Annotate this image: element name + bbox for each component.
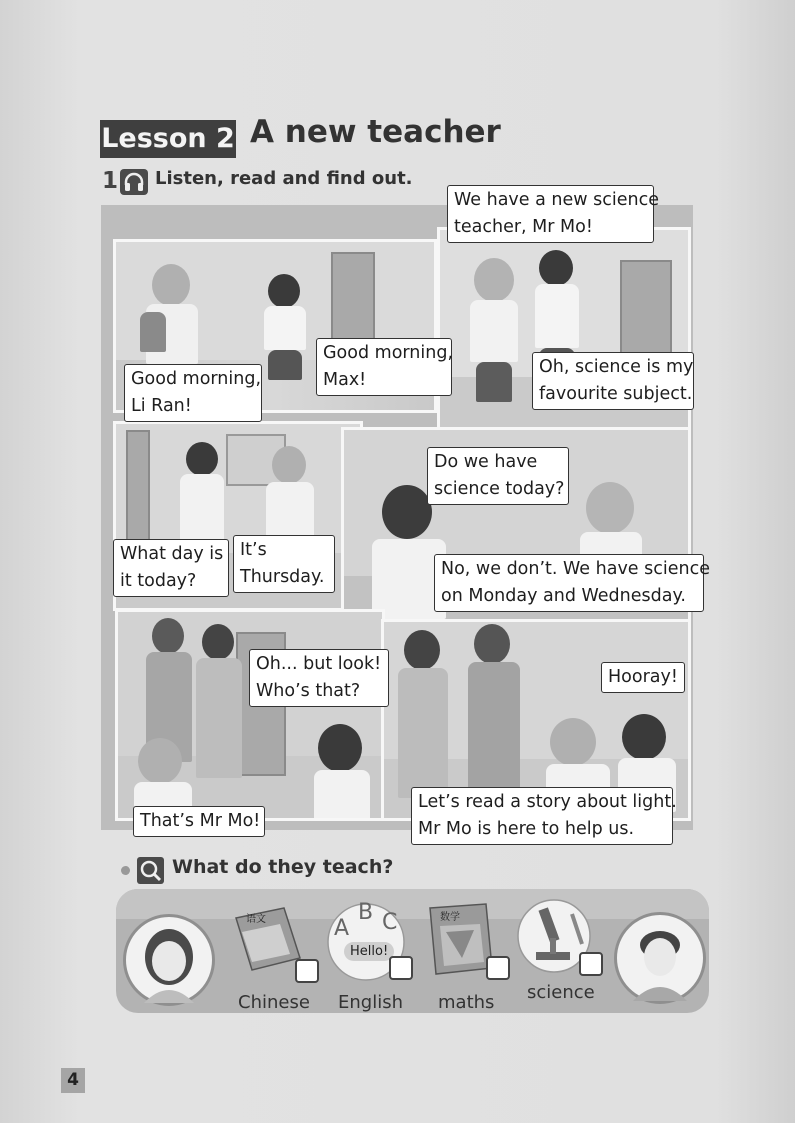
subject-label-maths: maths (438, 992, 495, 1013)
subject-label-chinese: Chinese (238, 992, 310, 1013)
subject-label-science: science (527, 982, 595, 1003)
hello-speech: Hello! (344, 942, 394, 961)
speech-bubble-thats-mr-mo: That’s Mr Mo! (133, 806, 265, 837)
teacher-woman-avatar (123, 914, 215, 1006)
speech-bubble-hooray: Hooray! (601, 662, 685, 693)
speech-bubble-but-look: Oh... but look! Who’s that? (249, 649, 389, 707)
activity-number: 1 (102, 168, 119, 194)
speech-bubble-favourite-subject: Oh, science is my favourite subject. (532, 352, 694, 410)
checkbox-chinese[interactable] (295, 959, 319, 983)
magnifier-icon (137, 857, 164, 884)
bullet-dot (121, 866, 130, 875)
speech-bubble-new-teacher: We have a new science teacher, Mr Mo! (447, 185, 654, 243)
speech-bubble-science-today: Do we have science today? (427, 447, 569, 505)
activity-instruction: Listen, read and find out. (155, 168, 413, 189)
letter-b: B (358, 900, 374, 925)
speech-bubble-thursday: It’s Thursday. (233, 535, 335, 593)
checkbox-science[interactable] (579, 952, 603, 976)
subject-label-english: English (338, 992, 403, 1013)
question-text: What do they teach? (172, 856, 394, 878)
speech-bubble-no-we-dont: No, we don’t. We have science on Monday and Wednesday. (434, 554, 704, 612)
speech-bubble-story: Let’s read a story about light. Mr Mo is here to help us. (411, 787, 673, 845)
letter-c: C (382, 910, 398, 935)
letter-a: A (334, 916, 350, 941)
checkbox-maths[interactable] (486, 956, 510, 980)
comic-strip (101, 205, 693, 830)
maths-book-text: 数学 (440, 912, 460, 923)
lesson-title: A new teacher (250, 114, 501, 150)
speech-bubble-what-day: What day is it today? (113, 539, 229, 597)
checkbox-english[interactable] (389, 956, 413, 980)
comic-panel-5 (115, 609, 385, 821)
speech-bubble-good-morning-max: Good morning, Max! (316, 338, 452, 396)
comic-panel-2 (437, 227, 691, 443)
speech-bubble-good-morning-li-ran: Good morning, Li Ran! (124, 364, 262, 422)
page-number: 4 (61, 1068, 85, 1093)
lesson-badge: Lesson 2 (100, 120, 236, 158)
teacher-mr-mo-avatar (614, 912, 706, 1004)
chinese-book-text: 语文 (246, 914, 266, 925)
headphones-icon[interactable] (120, 169, 148, 195)
